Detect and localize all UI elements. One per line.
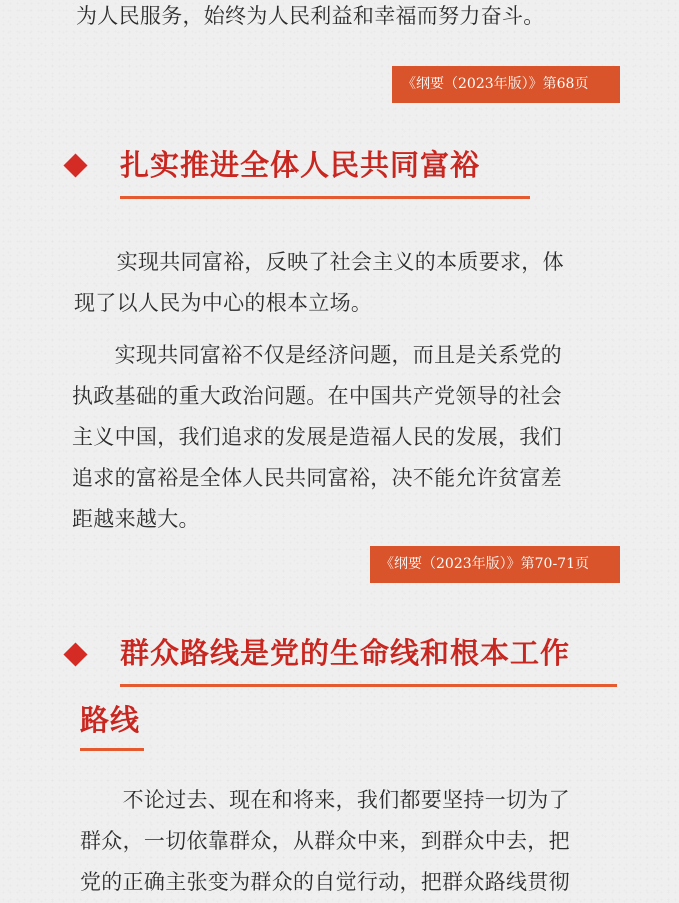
paragraph-line: 党的正确主张变为群众的自觉行动，把群众路线贯彻 xyxy=(80,870,570,894)
section-heading: 群众路线是党的生命线和根本工作 xyxy=(120,636,571,670)
paragraph-line: 实现共同富裕，反映了社会主义的本质要求，体 xyxy=(74,250,564,274)
diamond-bullet-icon xyxy=(63,642,87,666)
paragraph-line: 群众，一切依靠群众，从群众中来，到群众中去，把 xyxy=(80,829,570,853)
body-paragraph xyxy=(74,242,564,324)
heading-underline xyxy=(120,196,530,199)
heading-underline xyxy=(120,684,617,687)
paragraph-line: 不论过去、现在和将来，我们都要坚持一切为了 xyxy=(80,788,570,812)
paragraph-line: 主义中国，我们追求的发展是造福人民的发展，我们 xyxy=(72,425,562,449)
paragraph-line: 实现共同富裕不仅是经济问题，而且是关系党的 xyxy=(72,343,562,367)
section-heading-continuation: 路线 xyxy=(80,703,141,737)
heading-underline xyxy=(80,748,144,751)
source-tag: 《纲要（2023年版）》第68页 xyxy=(392,66,620,103)
intro-paragraph xyxy=(76,0,545,37)
diamond-bullet-icon xyxy=(63,153,87,177)
paragraph-line: 追求的富裕是全体人民共同富裕，决不能允许贫富差 xyxy=(72,466,562,490)
paragraph-line: 现了以人民为中心的根本立场。 xyxy=(74,291,373,315)
source-tag: 《纲要（2023年版）》第70-71页 xyxy=(370,546,620,583)
paragraph-line: 距越来越大。 xyxy=(72,507,200,531)
section-heading: 扎实推进全体人民共同富裕 xyxy=(120,148,481,182)
paragraph-line: 为人民服务，始终为人民利益和幸福而努力奋斗。 xyxy=(76,4,545,28)
body-paragraph xyxy=(80,780,570,903)
paragraph-line: 执政基础的重大政治问题。在中国共产党领导的社会 xyxy=(72,384,562,408)
body-paragraph xyxy=(72,335,562,540)
